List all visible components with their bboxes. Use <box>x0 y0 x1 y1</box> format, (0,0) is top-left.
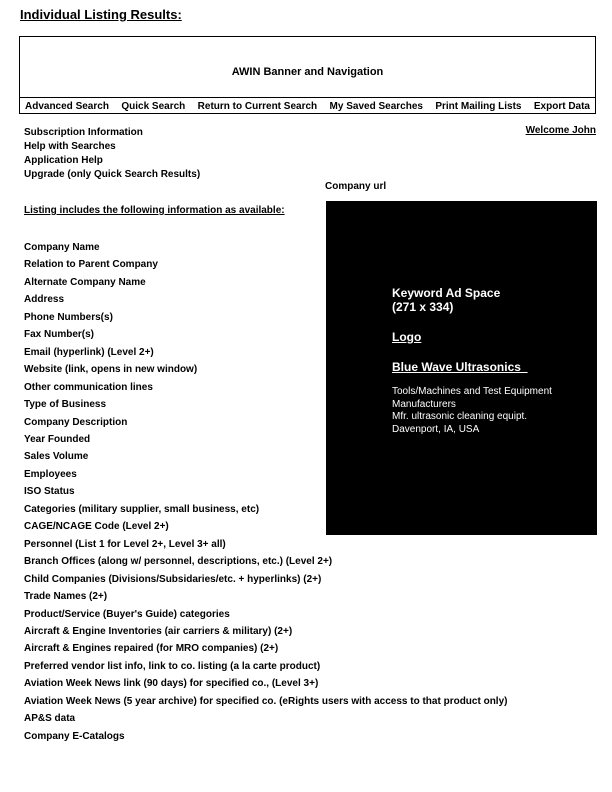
list-item: Sales Volume <box>24 451 89 463</box>
application-help-link[interactable]: Application Help <box>24 155 103 166</box>
list-item: Preferred vendor list info, link to co. listing (a la carte product) <box>24 660 321 672</box>
ad-logo-link[interactable]: Logo <box>392 330 422 344</box>
list-item: ISO Status <box>24 486 75 498</box>
list-item: CAGE/NCAGE Code (Level 2+) <box>24 521 169 533</box>
list-item: Branch Offices (along w/ personnel, descriptions, etc.) (Level 2+) <box>24 556 333 568</box>
ad-description <box>392 386 552 436</box>
list-item: Website (link, opens in new window) <box>24 364 198 376</box>
nav-return-to-current-search[interactable]: Return to Current Search <box>197 100 318 112</box>
ad-desc-line: Manufacturers <box>392 398 456 410</box>
ad-title-line: Keyword Ad Space <box>392 286 501 300</box>
list-item: Aviation Week News (5 year archive) for specified co. (eRights users with access to that product only) <box>24 695 508 707</box>
nav-print-mailing-lists[interactable]: Print Mailing Lists <box>435 100 522 112</box>
listing-heading: Listing includes the following information as available: <box>24 205 285 216</box>
nav-advanced-search[interactable]: Advanced Search <box>25 100 109 112</box>
list-item: Personnel (List 1 for Level 2+, Level 3+ all) <box>24 538 226 550</box>
list-item: Year Founded <box>24 433 91 445</box>
keyword-ad-box[interactable] <box>326 201 597 535</box>
nav-my-saved-searches[interactable]: My Saved Searches <box>329 100 423 112</box>
company-url-link[interactable]: Company url <box>325 181 387 192</box>
list-item: Type of Business <box>24 399 107 411</box>
banner-text: AWIN Banner and Navigation <box>231 66 384 78</box>
ad-desc-line: Tools/Machines and Test Equipment <box>392 386 552 397</box>
help-with-searches-link[interactable]: Help with Searches <box>24 141 116 152</box>
list-item: Child Companies (Divisions/Subsidaries/etc. + hyperlinks) (2+) <box>24 573 322 585</box>
list-item: Aviation Week News link (90 days) for specified co., (Level 3+) <box>24 678 319 690</box>
page-title: Individual Listing Results: <box>20 7 182 22</box>
list-item: Aircraft & Engines repaired (for MRO companies) (2+) <box>24 643 279 655</box>
sub-links <box>24 126 200 182</box>
nav-export-data[interactable]: Export Data <box>533 100 590 112</box>
ad-title <box>392 286 500 314</box>
list-item: Relation to Parent Company <box>24 259 158 271</box>
ad-size-line: (271 x 334) <box>392 300 454 314</box>
list-item: Email (hyperlink) (Level 2+) <box>24 346 154 358</box>
list-item: Fax Number(s) <box>24 329 95 341</box>
list-item: AP&S data <box>24 713 76 725</box>
list-item: Alternate Company Name <box>24 276 146 288</box>
ad-company-link[interactable]: Blue Wave Ultrasonics <box>392 360 528 374</box>
list-item: Trade Names (2+) <box>24 591 108 603</box>
list-item: Address <box>24 294 65 306</box>
list-item: Categories (military supplier, small business, etc) <box>24 503 260 515</box>
list-item: Company E-Catalogs <box>24 730 125 742</box>
list-item: Product/Service (Buyer's Guide) categories <box>24 608 230 620</box>
upgrade-link[interactable]: Upgrade (only Quick Search Results) <box>24 169 201 180</box>
banner-navigation <box>19 36 596 114</box>
list-item: Phone Numbers(s) <box>24 311 113 323</box>
list-item: Other communication lines <box>24 381 153 393</box>
nav-quick-search[interactable]: Quick Search <box>121 100 186 112</box>
welcome-user-link[interactable]: Welcome John <box>525 125 596 136</box>
nav-bar <box>20 97 595 114</box>
ad-desc-line: Davenport, IA, USA <box>392 423 480 435</box>
list-item: Aircraft & Engine Inventories (air carriers & military) (2+) <box>24 625 293 637</box>
list-item: Company Description <box>24 416 128 428</box>
ad-desc-line: Mfr. ultrasonic cleaning equipt. <box>392 411 528 422</box>
subscription-information-link[interactable]: Subscription Information <box>24 127 143 138</box>
list-item: Employees <box>24 468 77 480</box>
list-item: Company Name <box>24 242 100 253</box>
